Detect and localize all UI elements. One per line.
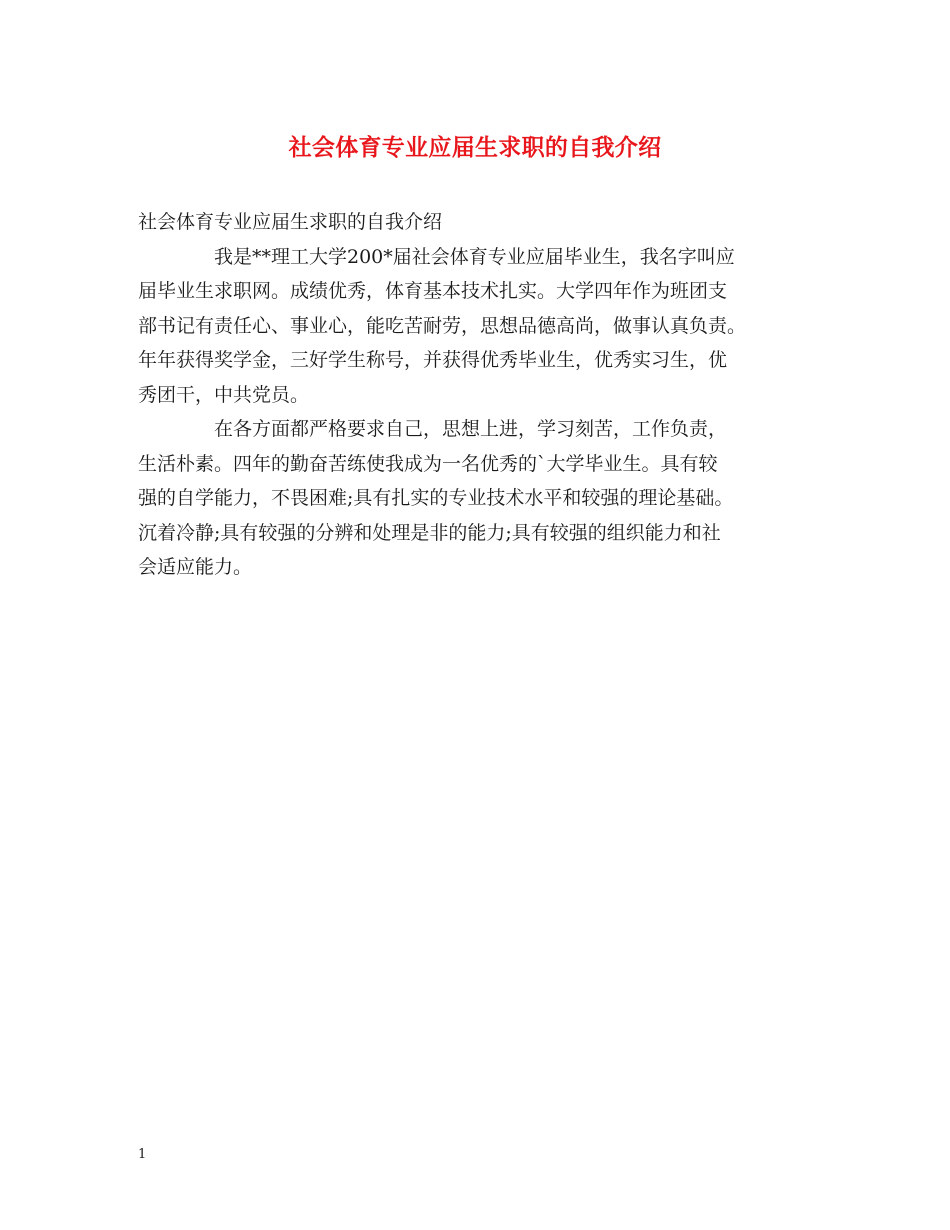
paragraph-line: 部书记有责任心、事业心，能吃苦耐劳，思想品德高尚，做事认真负责。 [138,314,747,337]
paragraph-line: 年年获得奖学金，三好学生称号，并获得优秀毕业生，优秀实习生，优 [138,349,728,371]
paragraph-line: 生活朴素。四年的勤奋苦练使我成为一名优秀的`大学毕业生。具有较 [138,452,718,475]
document-body [138,205,818,585]
paragraph-line: 秀团干，中共党员。 [138,383,310,406]
paragraph-line: 届毕业生求职网。成绩优秀，体育基本技术扎实。大学四年作为班团支 [138,280,728,302]
document-subtitle: 社会体育专业应届生求职的自我介绍 [138,211,443,233]
paragraph-line: 沉着冷静;具有较强的分辨和处理是非的能力;具有较强的组织能力和社 [138,521,721,544]
paragraph-1 [138,240,818,413]
paragraph-line: 我是**理工大学200*届社会体育专业应届毕业生，我名字叫应 [214,245,735,268]
paragraph-line: 在各方面都严格要求自己，思想上进，学习刻苦，工作负责， [214,418,728,440]
paragraph-line: 会适应能力。 [138,556,253,578]
document-title: 社会体育专业应届生求职的自我介绍 [288,134,662,161]
paragraph-2 [138,412,818,585]
page-number: 1 [138,1147,147,1162]
paragraph-line: 强的自学能力，不畏困难;具有扎实的专业技术水平和较强的理论基础。 [138,487,734,509]
